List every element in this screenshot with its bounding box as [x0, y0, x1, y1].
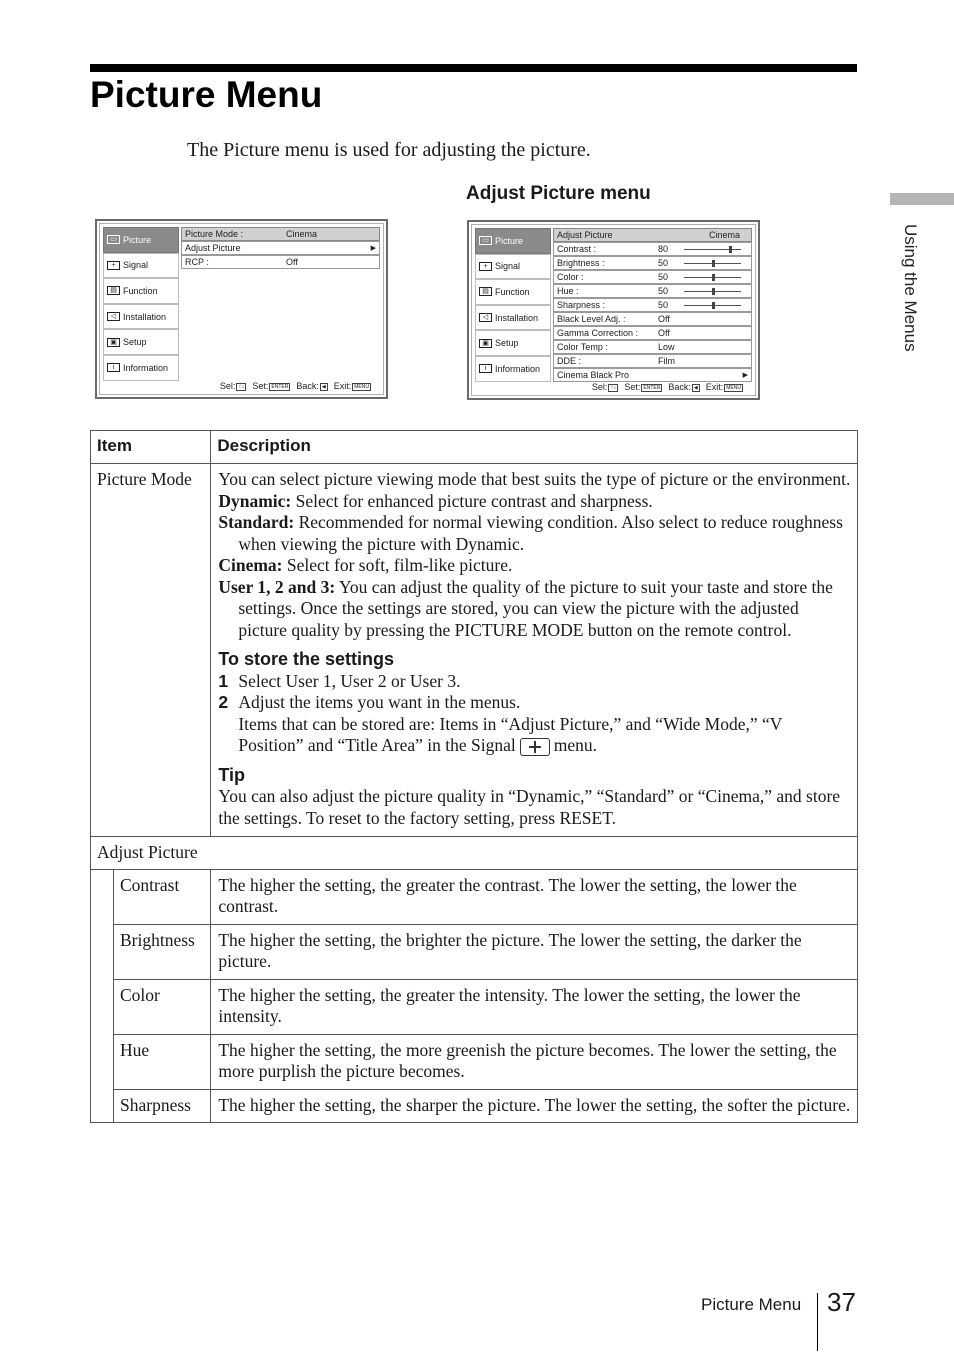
osd-menu-label: Setup — [123, 337, 147, 348]
slider-knob[interactable] — [712, 288, 715, 295]
osd-setting-row[interactable] — [553, 368, 752, 382]
indent-cell — [91, 924, 114, 979]
picture-mode-option — [218, 555, 851, 577]
side-tab-bar — [890, 193, 954, 205]
indent-cell — [91, 1089, 114, 1123]
picture-mode-option — [218, 512, 851, 555]
osd-setting-row[interactable] — [181, 227, 380, 241]
osd-menu-item-setup[interactable] — [103, 329, 179, 355]
up-down-arrows-icon: ↑↓ — [610, 384, 617, 391]
table-row-sharpness — [91, 1089, 858, 1123]
footer-section-label: Picture Menu — [701, 1295, 802, 1314]
osd-menu-item-information[interactable] — [475, 356, 551, 382]
footer-rule — [817, 1293, 818, 1351]
level-slider[interactable] — [684, 277, 741, 278]
table-row-contrast — [91, 869, 858, 924]
mode-text: You can adjust the quality of the picture to suit your taste and store the settings. Once the settings are stored, you can view the picture with the adjusted picture quality by pressing the PICTURE MODE button on the remote control. — [238, 576, 833, 640]
mode-term: Standard: — [218, 512, 295, 532]
osd-menu-item-picture[interactable] — [103, 227, 179, 253]
picture-mode-option — [218, 491, 851, 513]
osd-menu-item-signal[interactable] — [475, 254, 551, 280]
information-icon: i — [107, 363, 120, 372]
osd-settings-list — [181, 227, 380, 269]
item-name: Contrast — [114, 869, 211, 924]
osd-menu-label: Function — [123, 285, 158, 296]
osd-menu-item-picture[interactable] — [475, 228, 551, 254]
step-note-end: menu. — [553, 735, 598, 755]
osd-setting-row[interactable] — [181, 241, 380, 255]
osd-menu-item-installation[interactable] — [103, 304, 179, 330]
footer-back-label: Back: — [296, 381, 319, 391]
picture-icon: ▭ — [107, 235, 120, 244]
mode-term: Cinema: — [218, 555, 283, 575]
indent-cell — [91, 979, 114, 1034]
item-name: Adjust Picture — [91, 837, 858, 870]
item-name: Sharpness — [114, 1089, 211, 1123]
osd-menu-list — [475, 228, 551, 382]
up-down-arrows-icon: ↑↓ — [238, 383, 245, 390]
step-note-text: Items that can be stored are: Items in “Adjust Picture,” and “Wide Mode,” “V Position” and “Title Area” in the Signal — [238, 713, 783, 755]
osd-menu-label: Information — [495, 363, 541, 374]
submenu-arrow-icon: ▶ — [742, 372, 748, 379]
item-description-table — [90, 430, 858, 1123]
store-step — [218, 671, 851, 693]
submenu-arrow-icon: ▶ — [370, 245, 376, 252]
level-slider[interactable] — [684, 249, 741, 250]
osd-setting-label: RCP : — [185, 257, 209, 267]
osd-setting-value: Film — [658, 356, 675, 366]
level-slider[interactable] — [684, 305, 741, 306]
osd-menu-item-function[interactable] — [475, 279, 551, 305]
osd-menu-label: Function — [495, 286, 530, 297]
enter-key-icon: ENTER — [271, 383, 289, 390]
osd-header-value: Cinema — [709, 230, 741, 240]
function-icon: ▤ — [479, 287, 492, 296]
osd-setting-label: Picture Mode : — [185, 229, 244, 239]
store-steps — [218, 671, 851, 714]
osd-settings-list — [553, 228, 752, 382]
slider-knob[interactable] — [712, 302, 715, 309]
footer-back-label: Back: — [668, 382, 691, 392]
osd-setting-row[interactable] — [553, 242, 752, 256]
item-description: The higher the setting, the greater the intensity. The lower the setting, the lower the intensity. — [211, 979, 858, 1034]
osd-header-row — [553, 228, 752, 242]
adjust-picture-rows — [91, 869, 858, 1123]
tip-heading: Tip — [218, 764, 246, 785]
osd-setting-label: DDE : — [557, 356, 582, 366]
osd-setting-value: 50 — [658, 272, 669, 282]
osd-setting-label: Black Level Adj. : — [557, 314, 626, 324]
installation-icon: ◁ — [107, 312, 120, 321]
osd-menu-label: Installation — [495, 312, 539, 323]
osd-setting-value: Off — [286, 257, 298, 267]
osd-setting-row[interactable] — [553, 340, 752, 354]
picture-mode-intro: You can select picture viewing mode that best suits the type of picture or the environment. — [218, 469, 851, 489]
osd-setting-value: Cinema — [286, 229, 318, 239]
item-name: Picture Mode — [91, 464, 211, 837]
footer-set-label: Set: — [252, 381, 269, 391]
osd-menu-label: Setup — [495, 338, 519, 349]
osd-setting-value: 80 — [658, 244, 669, 254]
footer-sel-label: Sel: — [219, 381, 236, 391]
osd-menu-item-signal[interactable] — [103, 253, 179, 279]
osd-setting-value: 50 — [658, 286, 669, 296]
level-slider[interactable] — [684, 263, 741, 264]
picture-icon: ▭ — [479, 236, 492, 245]
header-item: Item — [91, 431, 211, 464]
mode-list — [218, 491, 851, 642]
osd-setting-label: Hue : — [557, 286, 579, 296]
header-description: Description — [211, 431, 858, 464]
table-row-hue — [91, 1034, 858, 1089]
signal-icon: + — [479, 262, 492, 271]
step-text: Select User 1, User 2 or User 3. — [238, 670, 461, 691]
osd-setting-value: Off — [658, 314, 670, 324]
footer-set-label: Set: — [624, 382, 641, 392]
footer-sel-label: Sel: — [591, 382, 608, 392]
slider-knob[interactable] — [712, 260, 715, 267]
osd-menu-label: Information — [123, 362, 169, 373]
osd-menu-label: Picture — [123, 234, 152, 245]
table-row-brightness — [91, 924, 858, 979]
mode-term: User 1, 2 and 3: — [218, 576, 336, 597]
osd-setting-row[interactable] — [553, 270, 752, 284]
table-row-adjust-picture — [91, 837, 858, 870]
footer-exit-label: Exit: — [705, 382, 724, 392]
item-name: Brightness — [114, 924, 211, 979]
osd-menu-label: Picture — [495, 235, 524, 246]
mode-text: Recommended for normal viewing condition. Also select to reduce roughness when viewing the picture with Dynamic. — [238, 512, 843, 554]
item-name: Color — [114, 979, 211, 1034]
osd-menu-item-installation[interactable] — [475, 305, 551, 331]
osd-menu-item-information[interactable] — [103, 355, 179, 381]
slider-knob[interactable] — [729, 246, 732, 253]
setup-icon: ▣ — [107, 338, 120, 347]
step-note — [218, 714, 851, 757]
osd-setting-label: Cinema Black Pro — [557, 370, 630, 380]
indent-cell — [91, 869, 114, 924]
step-text: Adjust the items you want in the menus. — [238, 692, 521, 712]
mode-text: Select for enhanced picture contrast and sharpness. — [295, 490, 653, 511]
osd-setting-row[interactable] — [553, 326, 752, 340]
osd-setting-label: Color : — [557, 272, 584, 282]
adjust-picture-heading: Adjust Picture menu — [466, 183, 651, 204]
menu-key-icon: MENU — [726, 384, 741, 391]
indent-cell — [91, 1034, 114, 1089]
step-number: 1 — [218, 670, 229, 691]
osd-menu-item-setup[interactable] — [475, 330, 551, 356]
intro-text: The Picture menu is used for adjusting the picture. — [187, 139, 591, 161]
store-settings-heading: To store the settings — [218, 649, 395, 669]
item-description: The higher the setting, the sharper the picture. The lower the setting, the softer the picture. — [211, 1089, 858, 1123]
screen-frame — [471, 224, 756, 396]
osd-menu-list — [103, 227, 179, 381]
osd-setting-label: Adjust Picture — [185, 243, 241, 253]
table-header-row — [91, 431, 858, 464]
osd-setting-label: Gamma Correction : — [557, 328, 639, 338]
osd-footer — [220, 381, 377, 391]
osd-setting-row[interactable] — [553, 256, 752, 270]
enter-key-icon: ENTER — [643, 384, 661, 391]
osd-setting-label: Contrast : — [557, 244, 597, 254]
osd-setting-row[interactable] — [553, 354, 752, 368]
osd-setting-row[interactable] — [553, 298, 752, 312]
adjust-picture-screen — [467, 220, 760, 400]
picture-menu-screen — [95, 219, 388, 399]
mode-text: Select for soft, film-like picture. — [286, 555, 513, 575]
picture-mode-option — [218, 577, 851, 642]
signal-menu-icon — [520, 738, 550, 756]
osd-header-label: Adjust Picture — [557, 230, 613, 240]
installation-icon: ◁ — [479, 313, 492, 322]
signal-icon: + — [107, 261, 120, 270]
slider-knob[interactable] — [712, 274, 715, 281]
osd-setting-value: Low — [658, 342, 675, 352]
osd-setting-value: 50 — [658, 258, 669, 268]
osd-setting-label: Brightness : — [557, 258, 605, 268]
osd-setting-label: Sharpness : — [557, 300, 606, 310]
osd-menu-label: Installation — [123, 311, 167, 322]
osd-setting-label: Color Temp : — [557, 342, 608, 352]
page-number: 37 — [827, 1287, 856, 1317]
page-title: Picture Menu — [90, 74, 323, 115]
osd-setting-row[interactable] — [553, 312, 752, 326]
osd-menu-label: Signal — [123, 260, 149, 271]
osd-setting-row[interactable] — [553, 284, 752, 298]
step-number: 2 — [218, 692, 229, 712]
footer-exit-label: Exit: — [333, 381, 352, 391]
osd-setting-value: Off — [658, 328, 670, 338]
osd-menu-label: Signal — [495, 261, 521, 272]
osd-menu-item-function[interactable] — [103, 278, 179, 304]
item-description: The higher the setting, the greater the contrast. The lower the setting, the lower the contrast. — [211, 869, 858, 924]
item-description: The higher the setting, the brighter the picture. The lower the setting, the darker the picture. — [211, 924, 858, 979]
osd-setting-value: 50 — [658, 300, 669, 310]
osd-setting-row[interactable] — [181, 255, 380, 269]
top-rule — [90, 64, 857, 72]
item-description: The higher the setting, the more greenish the picture becomes. The lower the setting, the more purplish the picture becomes. — [211, 1034, 858, 1089]
back-arrow-icon: ◀ — [321, 383, 326, 390]
back-arrow-icon: ◀ — [693, 384, 698, 391]
information-icon: i — [479, 364, 492, 373]
item-name: Hue — [114, 1034, 211, 1089]
screen-frame — [99, 223, 384, 395]
menu-key-icon: MENU — [354, 383, 369, 390]
osd-footer — [592, 382, 749, 392]
item-description — [211, 464, 858, 837]
function-icon: ▤ — [107, 286, 120, 295]
level-slider[interactable] — [684, 291, 741, 292]
store-step — [218, 692, 851, 714]
mode-term: Dynamic: — [218, 490, 292, 511]
table-row-picture-mode — [91, 464, 858, 837]
setup-icon: ▣ — [479, 339, 492, 348]
table-row-color — [91, 979, 858, 1034]
tip-text: You can also adjust the picture quality in “Dynamic,” “Standard” or “Cinema,” and store the settings. To reset to the factory setting, press RESET. — [218, 786, 841, 828]
side-tab-label: Using the Menus — [901, 224, 920, 352]
